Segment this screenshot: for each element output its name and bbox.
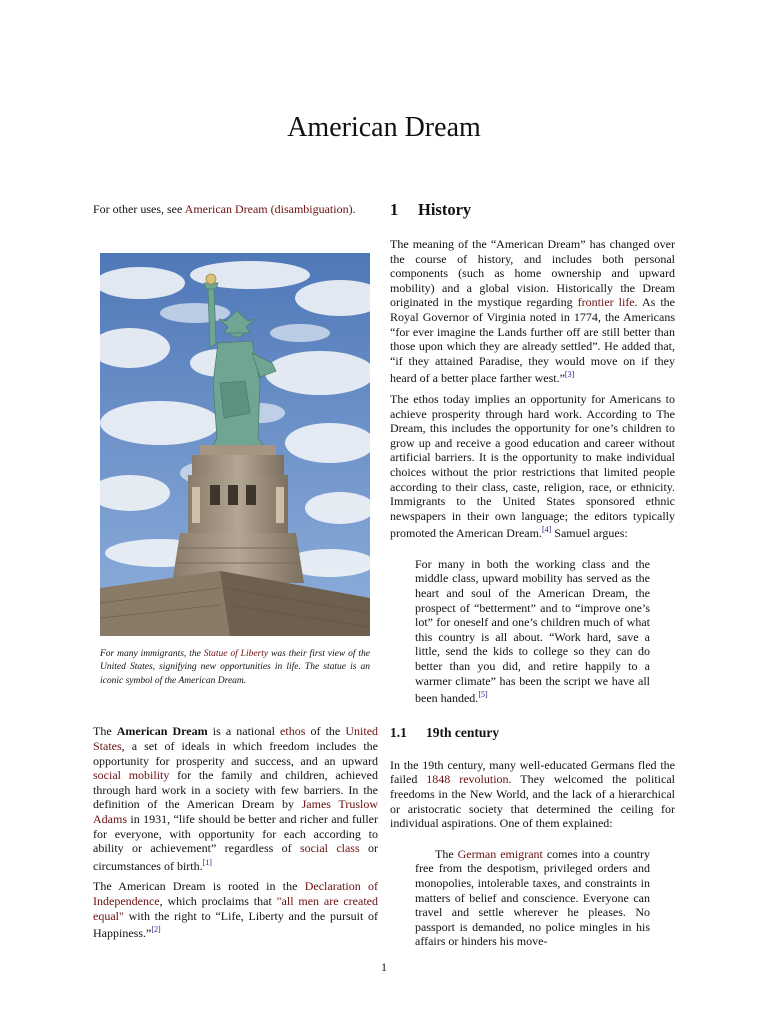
figure: [100, 253, 370, 689]
ethos-link[interactable]: ethos: [280, 724, 306, 739]
section-heading-history: 1 History: [390, 200, 472, 219]
statue-of-liberty-image[interactable]: [100, 253, 370, 636]
page-title: American Dream: [287, 112, 481, 143]
left-column: [93, 202, 378, 941]
lead-paragraph-2: The American Dream is rooted in the Declaration of Independence, which proclaims that "all men are created equal" with the right to “Life, Liberty and the pursuit of Happiness.”[2]: [93, 879, 379, 941]
samuel-quote: For many in both the working class and the middle class, upward mobility has served as the heart and soul of the American Dream, the prospect of “betterment” and to “improve one’s lot” for oneself and one’s children much of what this country is all about. “Work hard, save a little, send the kids to college so they can do better than you did, and retire happily to a warmer climate” has been the script we have all been handed.[5]: [415, 556, 650, 706]
german-emigrant-quote: The German emigrant comes into a country free from the despotism, privileged orders and monopolies, intolerable taxes, and constraints in matters of belief and conscience. Everyone can travel and settle wherever he pleases. No passport is demanded, no police mingles in his affairs or hinders his move-: [415, 846, 650, 949]
all-men-are-created-equal-link[interactable]: "all men are created equal": [93, 893, 378, 923]
lead-term: American Dream: [116, 724, 208, 739]
social-class-link[interactable]: social class: [299, 841, 360, 856]
statue-of-liberty-link[interactable]: Statue of Liberty: [203, 648, 269, 659]
lead-paragraph-1: The American Dream is a national ethos of the United States, a set of ideals in which freedom includes the opportunity for prosperity and success, and an upward social mobility for the family and children, achieved through hard work in a society with few barriers. In the definition of the American Dream by James Truslow Adams in 1931, “life should be better and richer and fuller for everyone, with opportunity for each according to ability or achievement” regardless of social class or circumstances of birth.[1]: [93, 724, 379, 873]
subsection-number: 1.1: [390, 724, 407, 740]
frontier-life-link[interactable]: frontier life: [577, 295, 635, 310]
disambiguation-link[interactable]: American Dream (disambiguation): [184, 202, 353, 216]
hatnote: For other uses, see American Dream (disambiguation).: [93, 202, 356, 216]
united-states-link[interactable]: United States: [93, 724, 379, 753]
social-mobility-link[interactable]: social mobility: [93, 768, 170, 783]
section-heading-19th-century: 1.1 19th century: [390, 724, 500, 740]
ref-3-link[interactable]: [3]: [564, 370, 575, 380]
19th-century-paragraph: In the 19th century, many well-educated Germans fled the failed 1848 revolution. They welcomed the political freedoms in the New World, and the lack of a hierarchical or aristocratic society that determined the ceiling for individual aspirations. One of them explained:: [390, 757, 676, 831]
history-paragraph-1: The meaning of the “American Dream” has changed over the course of history, and includes both personal components (such as home ownership and upward mobility) and a global vision. Historically the Dream originated in the mystique regarding frontier life. As the Royal Governor of Virginia noted in 1774, the Americans “for ever imagine the Lands further off are still better than those upon which they are already settled”. He added that, “if they attained Paradise, they would move on if they heard of a better place farther west.”[3]: [390, 237, 675, 386]
figure-caption: For many immigrants, the Statue of Liberty was their first view of the United States, signifying new opportunities in life. The statue is an iconic symbol of the American Dream.: [100, 648, 370, 686]
section-number: 1: [390, 200, 399, 219]
1848-revolution-link[interactable]: 1848 revolution: [426, 772, 509, 787]
ref-4-link[interactable]: [4]: [541, 525, 552, 535]
james-truslow-adams-link[interactable]: James Truslow Adams: [93, 797, 378, 826]
right-column: [390, 200, 675, 949]
history-paragraph-2: The ethos today implies an opportunity for Americans to achieve prosperity through hard work. According to The Dream, this includes the opportunity for one’s children to grow up and receive a good education and career without artificial barriers. It is the opportunity to make individual choices without the prior restrictions that limited people according to their class, caste, religion, race, or ethnicity. Immigrants to the United States sponsored ethnic newspapers in their own language; the editors typically promoted the American Dream.[4] Samuel argues:: [390, 391, 675, 541]
ref-5-link[interactable]: [5]: [478, 690, 488, 700]
ref-1-link[interactable]: [1]: [202, 857, 212, 867]
declaration-of-independence-link[interactable]: Declaration of Independence: [93, 879, 379, 908]
ref-2-link[interactable]: [2]: [151, 925, 161, 935]
lead-section: [93, 724, 378, 940]
german-emigrant-link[interactable]: German emigrant: [457, 846, 543, 861]
page-number: 1: [381, 960, 387, 974]
